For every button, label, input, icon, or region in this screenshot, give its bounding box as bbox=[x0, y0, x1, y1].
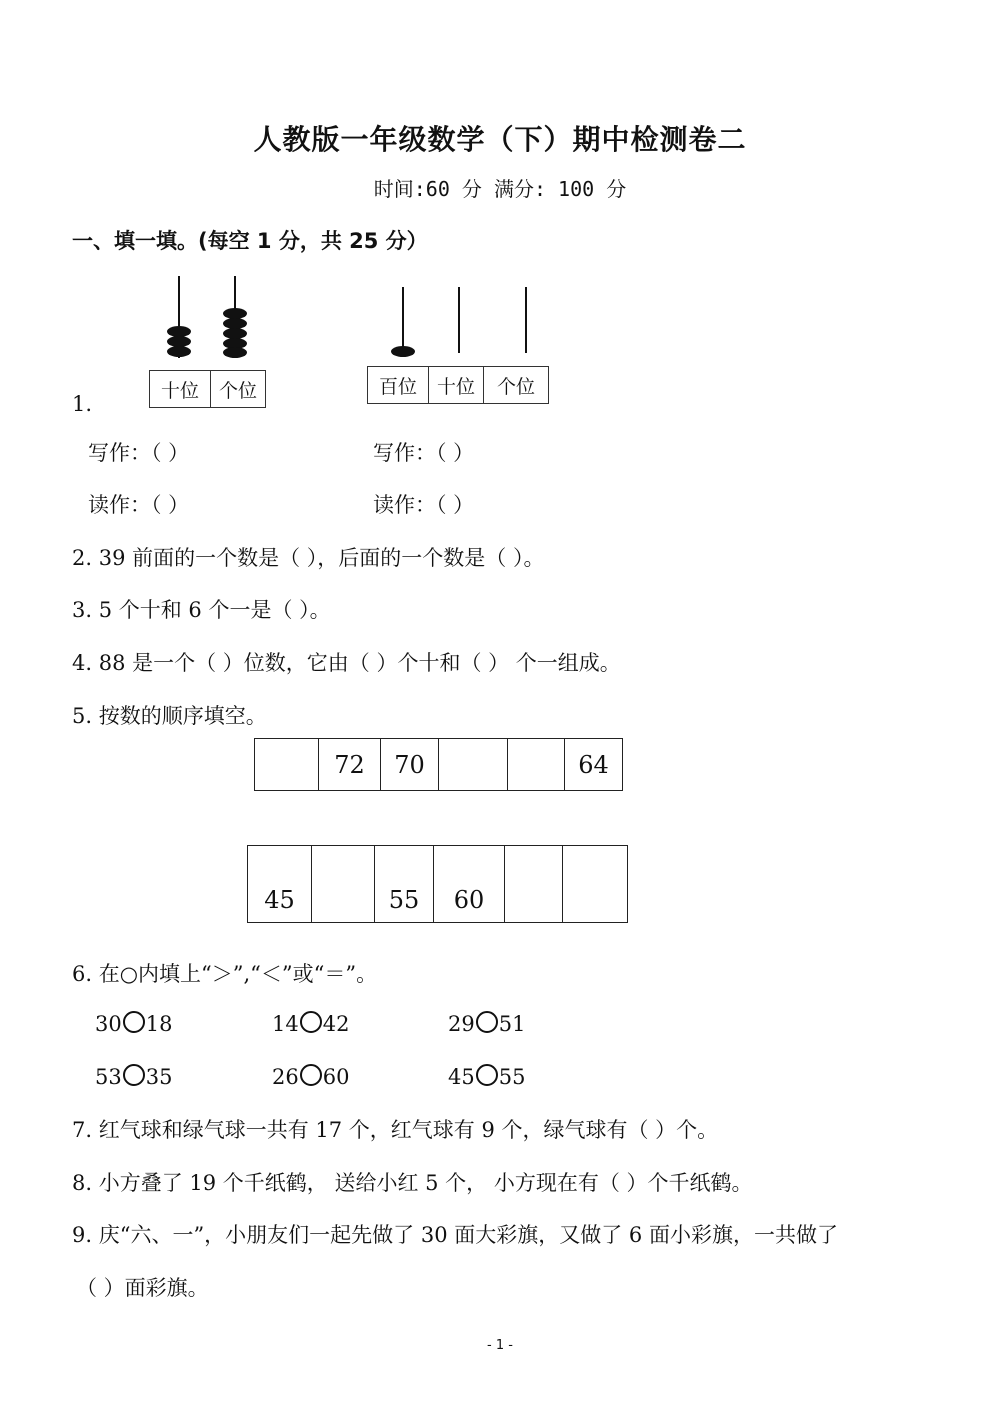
compare-right-number: 60 bbox=[322, 1065, 350, 1089]
place-label: 百位 bbox=[368, 367, 429, 404]
question-3: 3. 5 个十和 6 个一是（ ）。 bbox=[72, 598, 331, 622]
compare-circle[interactable] bbox=[123, 1064, 145, 1086]
sequence-cell: 72 bbox=[319, 739, 381, 791]
compare-right-number: 18 bbox=[145, 1012, 173, 1036]
question-9: 9. 庆“六、一”，小朋友们一起先做了 30 面大彩旗，又做了 6 面小彩旗，一共做了 bbox=[72, 1223, 838, 1247]
sequence-cell: 70 bbox=[381, 739, 439, 791]
compare-circle[interactable] bbox=[300, 1064, 322, 1086]
sequence-cell: 64 bbox=[565, 739, 623, 791]
compare-circle[interactable] bbox=[476, 1011, 498, 1033]
compare-left-number: 53 bbox=[95, 1065, 122, 1089]
write-blank-left[interactable]: 写作：（ ） bbox=[88, 441, 190, 465]
compare-circle[interactable] bbox=[123, 1011, 145, 1033]
compare-left-number: 29 bbox=[448, 1012, 475, 1036]
place-label: 十位 bbox=[150, 371, 211, 408]
compare-circle[interactable] bbox=[300, 1011, 322, 1033]
compare-left-number: 14 bbox=[272, 1012, 299, 1036]
compare-right-number: 35 bbox=[145, 1065, 173, 1089]
compare-left-number: 45 bbox=[448, 1065, 475, 1089]
question-7: 7. 红气球和绿气球一共有 17 个，红气球有 9 个，绿气球有（ ）个。 bbox=[72, 1118, 719, 1142]
place-label: 个位 bbox=[211, 371, 266, 408]
place-label: 十位 bbox=[429, 367, 484, 404]
sequence-cell: 55 bbox=[375, 846, 434, 923]
place-value-table bbox=[149, 370, 266, 408]
compare-item bbox=[272, 1011, 349, 1036]
page-title: 人教版一年级数学（下）期中检测卷二 bbox=[253, 123, 747, 156]
compare-left-number: 26 bbox=[272, 1065, 299, 1089]
compare-item bbox=[448, 1064, 525, 1089]
sequence-cell[interactable] bbox=[439, 739, 508, 791]
exam-meta: 时间:60 分 满分: 100 分 bbox=[373, 177, 627, 201]
abacus-bead bbox=[391, 346, 415, 357]
sequence-row-1 bbox=[254, 738, 623, 791]
compare-right-number: 55 bbox=[498, 1065, 526, 1089]
question-5: 5. 按数的顺序填空。 bbox=[72, 704, 267, 728]
question-1-number: 1. bbox=[72, 392, 93, 416]
sequence-cell[interactable] bbox=[312, 846, 375, 923]
abacus-rod bbox=[402, 287, 404, 353]
abacus-bead bbox=[223, 347, 247, 358]
question-8: 8. 小方叠了 19 个千纸鹤， 送给小红 5 个， 小方现在有（ ）个千纸鹤。 bbox=[72, 1171, 753, 1195]
sequence-cell: 60 bbox=[434, 846, 505, 923]
compare-item bbox=[448, 1011, 525, 1036]
read-blank-left[interactable]: 读作：（ ） bbox=[88, 493, 190, 517]
place-label: 个位 bbox=[484, 367, 549, 404]
question-9-continued: （ ）面彩旗。 bbox=[76, 1276, 209, 1300]
question-2: 2. 39 前面的一个数是（ ），后面的一个数是（ ）。 bbox=[72, 546, 545, 570]
sequence-cell: 45 bbox=[248, 846, 312, 923]
write-blank-right[interactable]: 写作：（ ） bbox=[373, 441, 475, 465]
compare-circle[interactable] bbox=[476, 1064, 498, 1086]
compare-right-number: 42 bbox=[322, 1012, 350, 1036]
read-blank-right[interactable]: 读作：（ ） bbox=[373, 493, 475, 517]
question-6: 6. 在○内填上“＞”,“＜”或“＝”。 bbox=[72, 962, 378, 986]
sequence-row-2 bbox=[247, 845, 628, 923]
sequence-cell[interactable] bbox=[255, 739, 319, 791]
compare-item bbox=[272, 1064, 349, 1089]
compare-item bbox=[95, 1064, 172, 1089]
compare-right-number: 51 bbox=[498, 1012, 526, 1036]
sequence-cell[interactable] bbox=[508, 739, 565, 791]
place-value-table bbox=[367, 366, 549, 404]
abacus-bead bbox=[167, 346, 191, 357]
abacus-rod bbox=[458, 287, 460, 353]
sequence-cell[interactable] bbox=[563, 846, 628, 923]
page-number: - 1 - bbox=[487, 1338, 513, 1353]
compare-left-number: 30 bbox=[95, 1012, 122, 1036]
section-heading: 一、填一填。(每空 1 分，共 25 分） bbox=[72, 229, 428, 253]
compare-item bbox=[95, 1011, 172, 1036]
sequence-cell[interactable] bbox=[505, 846, 563, 923]
question-4: 4. 88 是一个（ ）位数，它由（ ）个十和（ ） 个一组成。 bbox=[72, 651, 621, 675]
abacus-rod bbox=[525, 287, 527, 353]
